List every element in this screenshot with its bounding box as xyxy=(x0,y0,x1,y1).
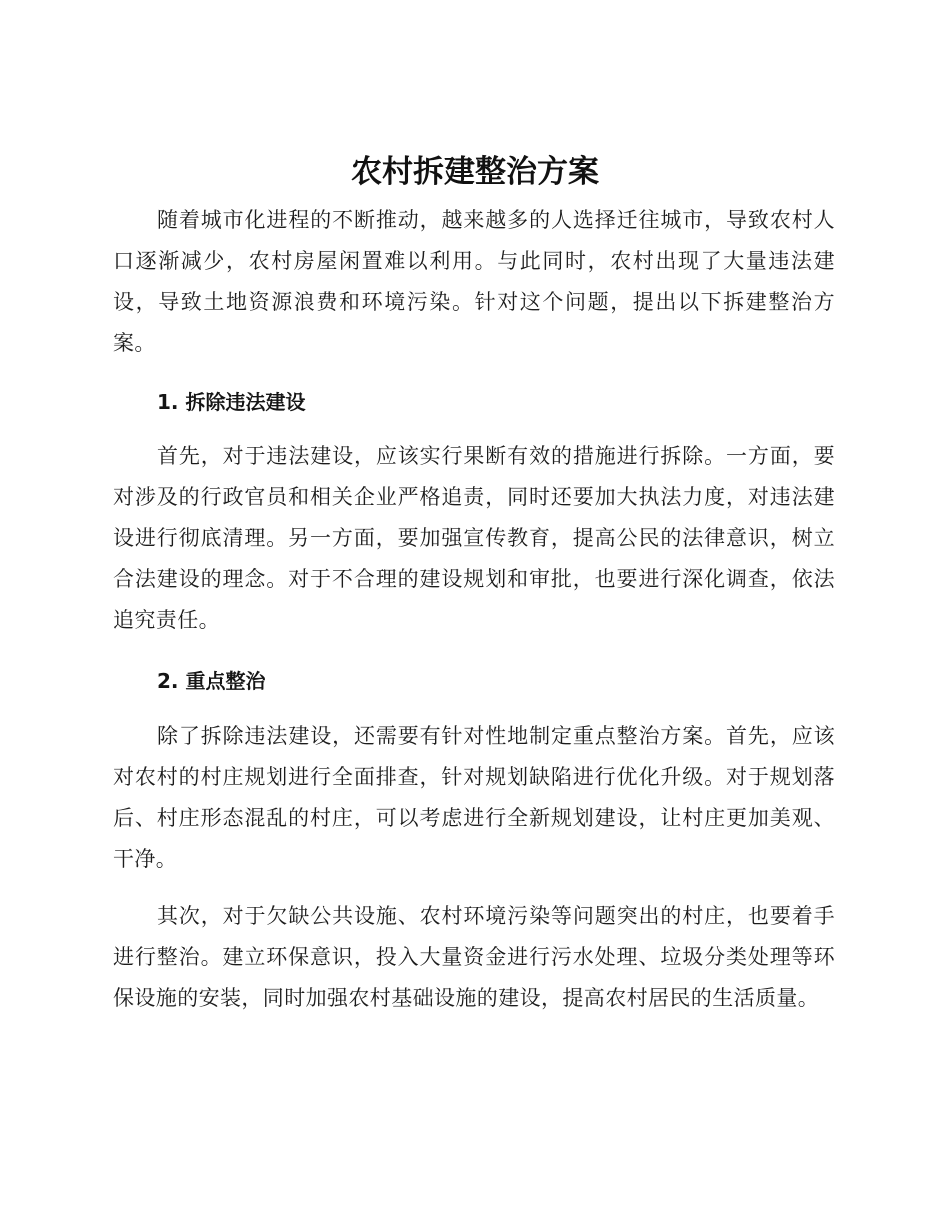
section-heading-key-rectification: 2. 重点整治 xyxy=(157,669,266,693)
intro-paragraph: 随着城市化进程的不断推动，越来越多的人选择迁往城市，导致农村人口逐渐减少，农村房屋闲置难以利用。与此同时，农村出现了大量违法建设，导致土地资源浪费和环境污染。针对这个问题，提出以下拆建整治方案。 xyxy=(113,208,835,355)
section-heading-demolish-illegal-construction: 1. 拆除违法建设 xyxy=(157,390,306,414)
section-2-paragraph-2: 其次，对于欠缺公共设施、农村环境污染等问题突出的村庄，也要着手进行整治。建立环保意识，投入大量资金进行污水处理、垃圾分类处理等环保设施的安装，同时加强农村基础设施的建设，提高农村居民的生活质量。 xyxy=(113,904,835,1010)
document-title: 农村拆建整治方案 xyxy=(351,154,599,190)
section-1-paragraph: 首先，对于违法建设，应该实行果断有效的措施进行拆除。一方面，要对涉及的行政官员和相关企业严格追责，同时还要加大执法力度，对违法建设进行彻底清理。另一方面，要加强宣传教育，提高公民的法律意识，树立合法建设的理念。对于不合理的建设规划和审批，也要进行深化调查，依法追究责任。 xyxy=(113,444,835,632)
section-2-paragraph-1: 除了拆除违法建设，还需要有针对性地制定重点整治方案。首先，应该对农村的村庄规划进行全面排查，针对规划缺陷进行优化升级。对于规划落后、村庄形态混乱的村庄，可以考虑进行全新规划建设，让村庄更加美观、干净。 xyxy=(113,724,835,871)
